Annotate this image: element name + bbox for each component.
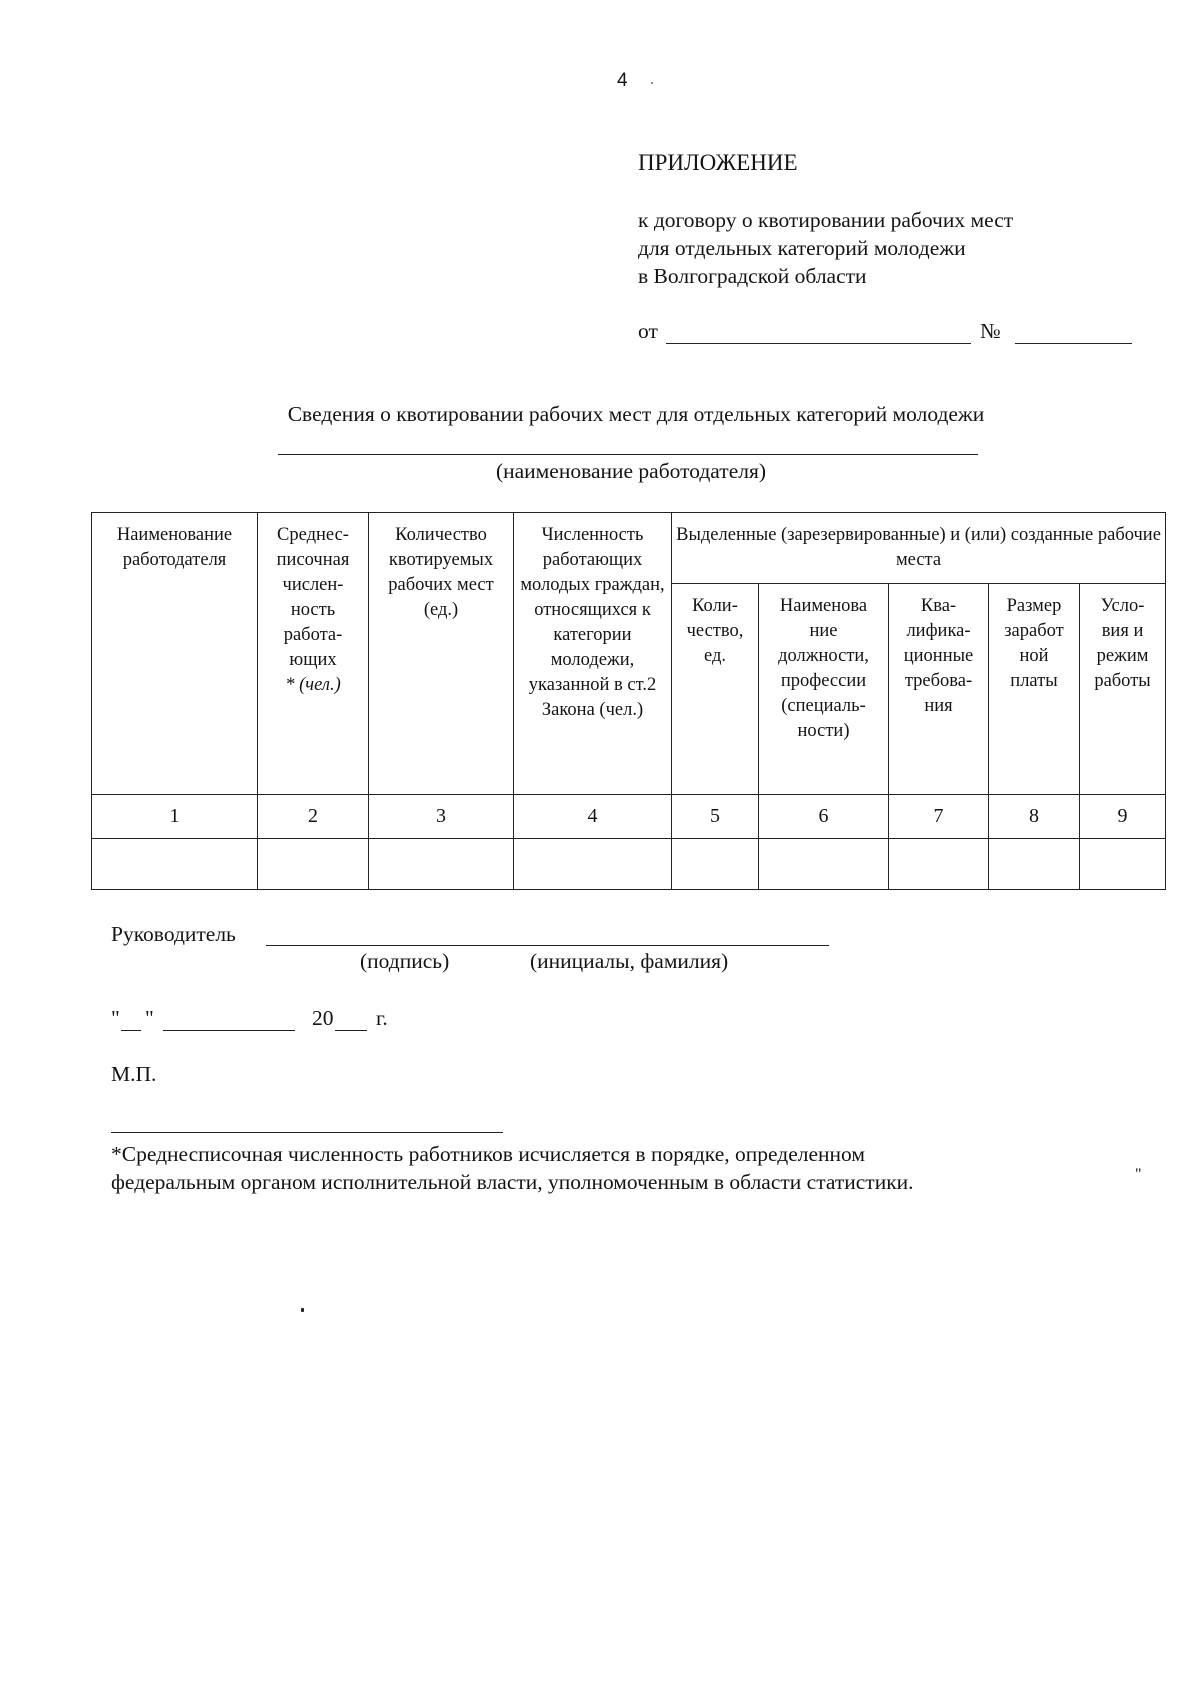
header-allocated-jobs: Выделенные (зарезервированные) и (или) созданные рабочие места <box>672 513 1166 584</box>
empty-cell <box>92 839 258 890</box>
employer-caption: (наименование работодателя) <box>495 459 767 483</box>
header-line: работа- <box>283 625 343 645</box>
header-line: ед. <box>703 646 726 666</box>
header-qualification <box>889 584 989 795</box>
header-line: профессии <box>780 671 867 691</box>
footnote-line: федеральным органом исполнительной власти, уполномоченным в области статистики. <box>111 1170 914 1194</box>
header-line: ющих <box>289 650 337 670</box>
empty-cell <box>258 839 369 890</box>
column-number: 4 <box>514 795 672 839</box>
column-number: 6 <box>759 795 889 839</box>
contract-date-blank <box>666 319 971 344</box>
header-line: требова- <box>904 671 973 691</box>
header-quota-count: Количество квотируемых рабочих мест (ед.) <box>369 513 514 795</box>
employer-name-blank <box>278 454 978 455</box>
column-number: 5 <box>672 795 759 839</box>
stamp-label: М.П. <box>111 1062 157 1086</box>
annex-subtitle <box>638 206 1013 290</box>
header-line: Наименова <box>779 596 868 616</box>
footnote-line: *Среднесписочная численность работников исчисляется в порядке, определенном <box>111 1142 865 1166</box>
header-line: вия и <box>1101 621 1144 641</box>
header-line: Коли- <box>692 596 738 616</box>
header-employer-name: Наименование работодателя <box>92 513 258 795</box>
quota-table <box>91 512 1166 890</box>
header-line: должности, <box>778 646 869 666</box>
header-average-headcount <box>258 513 369 795</box>
empty-cell <box>514 839 672 890</box>
year-prefix: 20 <box>312 1006 334 1030</box>
day-blank <box>121 1006 141 1031</box>
annex-title: ПРИЛОЖЕНИЕ <box>638 150 798 175</box>
header-line: работы <box>1094 671 1151 691</box>
year-suffix: г. <box>376 1006 388 1030</box>
signature-caption: (подпись) <box>360 949 450 973</box>
header-quantity <box>672 584 759 795</box>
signature-blank <box>266 921 829 946</box>
header-line: лифика- <box>906 621 971 641</box>
empty-cell <box>672 839 759 890</box>
header-line: чество, <box>686 621 744 641</box>
header-line: (специаль- <box>781 696 866 716</box>
empty-data-row <box>92 839 1166 890</box>
column-number: 9 <box>1080 795 1166 839</box>
page-number: 4 <box>617 70 628 91</box>
header-line: ность <box>290 600 336 620</box>
column-number: 7 <box>889 795 989 839</box>
column-number: 3 <box>369 795 514 839</box>
from-label: от <box>638 319 658 343</box>
contract-number-blank <box>1015 319 1132 344</box>
header-line: ционные <box>903 646 974 666</box>
header-salary <box>989 584 1080 795</box>
annex-subtitle-line: для отдельных категорий молодежи <box>638 236 966 260</box>
closing-quote: " <box>1135 1166 1142 1183</box>
empty-cell <box>889 839 989 890</box>
header-line: Усло- <box>1100 596 1145 616</box>
empty-cell <box>1080 839 1166 890</box>
signature-date-row <box>111 1006 411 1034</box>
annex-subtitle-line: к договору о квотировании рабочих мест <box>638 208 1014 232</box>
header-work-conditions <box>1080 584 1166 795</box>
header-unit: * (чел.) <box>285 675 341 695</box>
column-number: 2 <box>258 795 369 839</box>
annex-subtitle-line: в Волгоградской области <box>638 264 867 288</box>
scan-speck <box>301 1308 304 1312</box>
signature-label: Руководитель <box>111 922 236 946</box>
header-line: ния <box>924 696 953 716</box>
header-line: ности) <box>797 721 850 741</box>
footnote-separator <box>111 1132 503 1133</box>
header-line: заработ <box>1004 621 1064 641</box>
empty-cell <box>369 839 514 890</box>
scan-speck <box>651 82 653 84</box>
empty-cell <box>759 839 889 890</box>
number-label: № <box>980 319 1001 343</box>
month-blank <box>163 1006 295 1031</box>
header-line: ние <box>809 621 838 641</box>
header-line: режим <box>1096 646 1149 666</box>
column-number-row <box>92 795 1166 839</box>
header-young-workers: Численность работающих молодых граждан, относящихся к категории молодежи, указанной в ст.2 Закона (чел.) <box>514 513 672 795</box>
header-line: числен- <box>282 575 344 595</box>
column-number: 1 <box>92 795 258 839</box>
header-line: Ква- <box>920 596 957 616</box>
year-blank <box>335 1006 367 1031</box>
empty-cell <box>989 839 1080 890</box>
footnote <box>111 1140 1111 1196</box>
header-line: ной <box>1019 646 1049 666</box>
header-line: Размер <box>1006 596 1062 616</box>
header-line: Среднес- <box>277 525 349 545</box>
header-line: писочная <box>276 550 350 570</box>
header-position-name <box>759 584 889 795</box>
quote-open: " <box>111 1006 120 1030</box>
name-caption: (инициалы, фамилия) <box>530 949 729 973</box>
contract-date-number-line <box>638 319 1133 347</box>
column-number: 8 <box>989 795 1080 839</box>
section-title: Сведения о квотировании рабочих мест для отдельных категорий молодежи <box>287 402 985 426</box>
quote-close: " <box>145 1006 154 1030</box>
header-line: платы <box>1010 671 1058 691</box>
